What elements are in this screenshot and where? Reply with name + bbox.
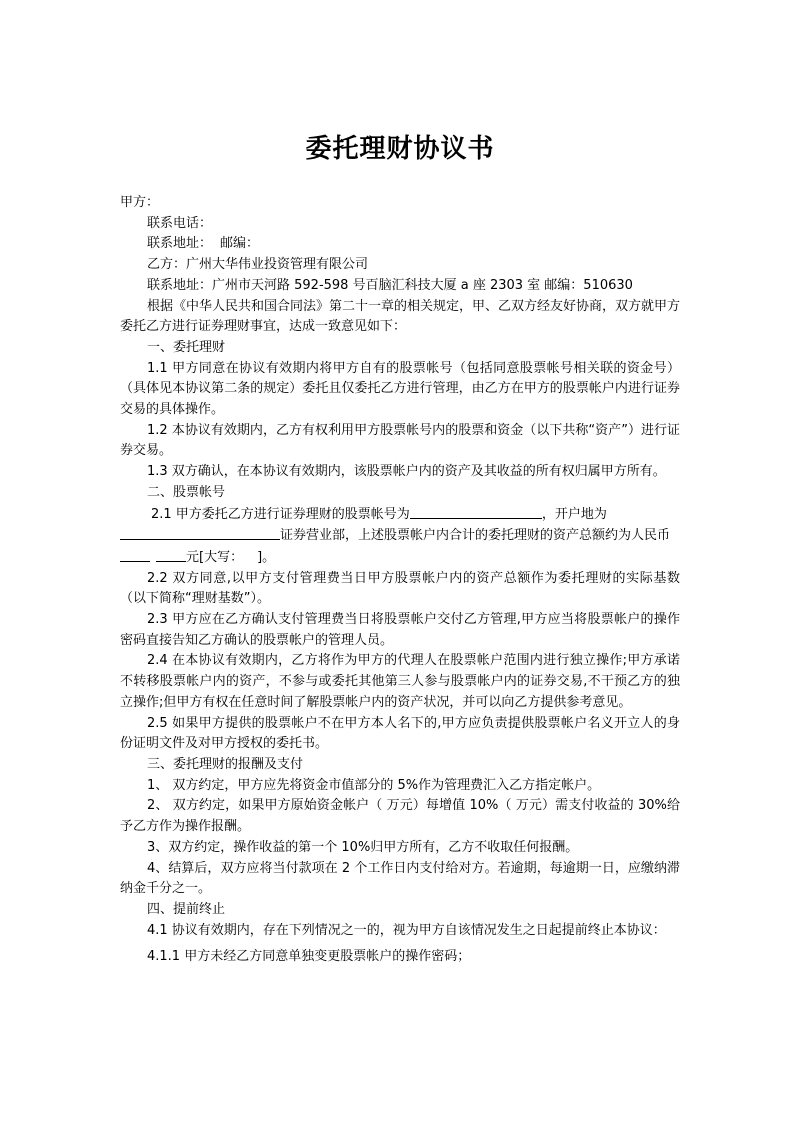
party-a-address: 联系地址： bbox=[147, 236, 213, 252]
clause-3-3: 3、双方约定，操作收益的第一个 10%归甲方所有，乙方不收取任何报酬。 bbox=[147, 839, 579, 855]
section-3-heading: 三、委托理财的报酬及支付 bbox=[147, 756, 304, 772]
clause-2-2: 2.2 双方同意,以甲方支付管理费当日甲方股票帐户内的资产总额作为委托理财的实际基数（以下简称“理财基数”）。 bbox=[120, 570, 680, 607]
brokerage-blank[interactable] bbox=[120, 525, 280, 540]
clause-2-1-part-e: ]。 bbox=[257, 549, 276, 565]
party-b-address: 联系地址：广州市天河路 592-598 号百脑汇科技大厦 a 座 2303 室 邮编：510630 bbox=[147, 277, 633, 293]
clause-2-1-part-d: 元[大写： bbox=[186, 549, 244, 565]
party-b: 乙方：广州大华伟业投资管理有限公司 bbox=[147, 257, 369, 273]
clause-2-1-part-b: ，开户地为 bbox=[541, 506, 607, 522]
clause-2-5: 2.5 如果甲方提供的股票帐户不在甲方本人名下的,甲方应负责提供股票帐户名义开立人的身份证明文件及对甲方授权的委托书。 bbox=[120, 715, 680, 752]
clause-1-3: 1.3 双方确认，在本协议有效期内，该股票帐户内的资产及其收益的所有权归属甲方所有。 bbox=[147, 464, 666, 480]
section-2-heading: 二、股票帐号 bbox=[147, 484, 226, 500]
clause-1-2: 1.2 本协议有效期内，乙方有权利用甲方股票帐号内的股票和资金（以下共称“资产”）进行证券交易。 bbox=[120, 422, 680, 459]
clause-3-4: 4、结算后，双方应将当付款项在 2 个工作日内支付给对方。若逾期，每逾期一日，应缴纳滞纳金千分之一。 bbox=[120, 860, 680, 897]
party-a-address-line bbox=[120, 234, 680, 255]
clause-3-1: 1、 双方约定，甲方应先将资金市值部分的 5%作为管理费汇入乙方指定帐户。 bbox=[147, 777, 601, 793]
clause-4-1-1: 4.1.1 甲方未经乙方同意单独变更股票帐户的操作密码； bbox=[147, 949, 471, 965]
clause-2-4: 2.4 在本协议有效期内，乙方将作为甲方的代理人在股票帐户范围内进行独立操作;甲方承诺不转移股票帐户内的资产，不参与或委托其他第三人参与股票帐户内的证券交易,不干预乙方的独立操作;但甲方有权在任意时间了解股票帐户内的资产状况，并可以向乙方提供参考意见。 bbox=[120, 653, 680, 710]
party-a-postcode: 邮编： bbox=[220, 236, 260, 252]
section-1-heading: 一、委托理财 bbox=[147, 339, 226, 355]
document-title: 委托理财协议书 bbox=[305, 134, 495, 164]
clause-2-3: 2.3 甲方应在乙方确认支付管理费当日将股票帐户交付乙方管理,甲方应当将股票帐户的操作密码直接告知乙方确认的股票帐户的管理人员。 bbox=[120, 612, 680, 648]
amount-blank-2[interactable] bbox=[156, 547, 186, 562]
clause-2-1-part-a: 2.1 甲方委托乙方进行证券理财的股票帐号为 bbox=[151, 506, 410, 522]
clause-1-1: 1.1 甲方同意在协议有效期内将甲方自有的股票帐号（包括同意股票帐号相关联的资金号）（具体见本协议第二条的规定）委托且仅委托乙方进行管理，由乙方在甲方的股票帐户内进行证券交易的具体操作。 bbox=[120, 360, 680, 418]
clause-4-1: 4.1 协议有效期内，存在下列情况之一的，视为甲方自该情况发生之日起提前终止本协议： bbox=[147, 922, 666, 938]
clause-2-1-part-c: 证券营业部，上述股票帐户内合计的委托理财的资产总额约为人民币 bbox=[280, 528, 671, 544]
amount-blank-1[interactable] bbox=[120, 547, 150, 562]
section-4-heading: 四、提前终止 bbox=[147, 901, 226, 917]
intro-paragraph: 根据《中华人民共和国合同法》第二十一章的相关规定，甲、乙双方经友好协商，双方就甲方委托乙方进行证券理财事宜，达成一致意见如下： bbox=[120, 298, 681, 335]
stock-account-blank[interactable] bbox=[410, 504, 542, 519]
party-a-label: 甲方： bbox=[120, 195, 160, 210]
document-body bbox=[120, 193, 680, 968]
clause-2-1 bbox=[120, 504, 680, 569]
party-a-phone: 联系电话： bbox=[147, 215, 213, 231]
clause-3-2: 2、 双方约定，如果甲方原始资金帐户（ 万元）每增值 10%（ 万元）需支付收益的 30%给予乙方作为操作报酬。 bbox=[120, 798, 680, 835]
